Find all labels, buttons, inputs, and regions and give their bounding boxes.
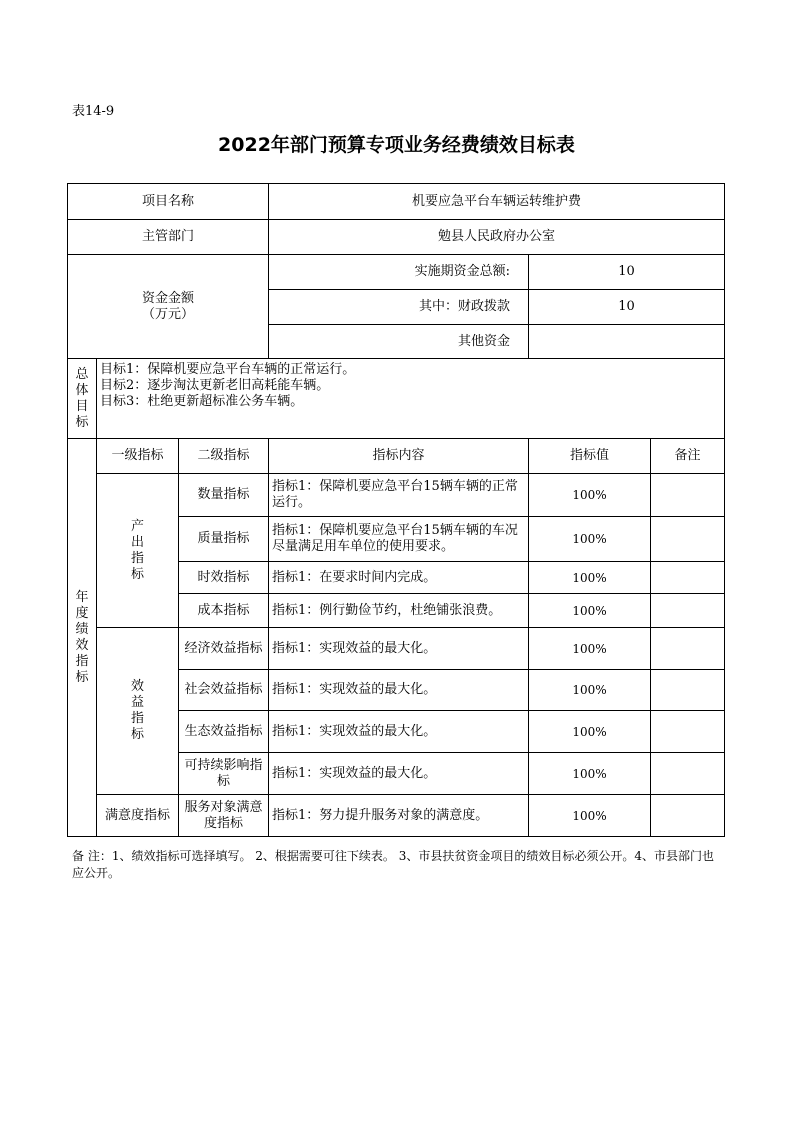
value-cell: 100% [529,795,651,837]
performance-table [67,183,725,837]
table-row [68,628,725,670]
remark-cell [651,628,725,670]
page-title: 2022年部门预算专项业务经费绩效目标表 [218,134,575,156]
project-name-row [68,184,725,220]
header-row [68,439,725,474]
content-cell: 指标1：保障机要应急平台15辆车辆的车况尽量满足用车单位的使用要求。 [269,517,529,562]
overall-goal-content [97,359,725,439]
header-level2: 二级指标 [179,439,269,474]
level2-cell: 服务对象满意度指标 [179,795,269,837]
department-label: 主管部门 [68,220,269,255]
remark-cell [651,795,725,837]
overall-goal-label: 总 体 目 标 [68,359,97,439]
output-indicators-label: 产 出 指 标 [97,474,179,628]
content-cell: 指标1：努力提升服务对象的满意度。 [269,795,529,837]
other-funds-label: 其他资金 [269,325,529,359]
remark-cell [651,474,725,517]
level2-cell: 社会效益指标 [179,670,269,711]
content-cell: 指标1：实现效益的最大化。 [269,670,529,711]
remark-cell [651,562,725,594]
header-level1: 一级指标 [97,439,179,474]
goal-item: 目标2：逐步淘汰更新老旧高耗能车辆。 [100,378,330,393]
content-cell: 指标1：实现效益的最大化。 [269,753,529,795]
level2-cell: 生态效益指标 [179,711,269,753]
content-cell: 指标1：在要求时间内完成。 [269,562,529,594]
content-cell: 指标1：例行勤俭节约，杜绝铺张浪费。 [269,594,529,628]
value-cell: 100% [529,517,651,562]
level2-cell: 成本指标 [179,594,269,628]
table-row [68,795,725,837]
goal-item: 目标1：保障机要应急平台车辆的正常运行。 [100,362,356,377]
funds-label: 资金金额 （万元） [68,255,269,359]
content-cell: 指标1：实现效益的最大化。 [269,711,529,753]
fiscal-funds-value: 10 [529,290,725,325]
project-name-value: 机要应急平台车辆运转维护费 [269,184,725,220]
remark-cell [651,594,725,628]
project-name-label: 项目名称 [68,184,269,220]
remark-cell [651,753,725,795]
table-code: 表14-9 [72,104,115,119]
value-cell: 100% [529,628,651,670]
level2-cell: 时效指标 [179,562,269,594]
value-cell: 100% [529,711,651,753]
total-funds-row [68,255,725,290]
remark-cell [651,711,725,753]
value-cell: 100% [529,562,651,594]
content-cell: 指标1：实现效益的最大化。 [269,628,529,670]
level2-cell: 质量指标 [179,517,269,562]
department-row [68,220,725,255]
other-funds-value [529,325,725,359]
performance-table-frame [67,183,724,843]
total-funds-label: 实施期资金总额: [269,255,529,290]
content-cell: 指标1：保障机要应急平台15辆车辆的正常运行。 [269,474,529,517]
fiscal-funds-label: 其中：财政拨款 [269,290,529,325]
level2-cell: 可持续影响指标 [179,753,269,795]
level2-cell: 经济效益指标 [179,628,269,670]
header-content: 指标内容 [269,439,529,474]
benefit-indicators-label: 效 益 指 标 [97,628,179,795]
value-cell: 100% [529,474,651,517]
level2-cell: 数量指标 [179,474,269,517]
annual-indicators-label: 年 度 绩 效 指 标 [68,439,97,837]
total-funds-value: 10 [529,255,725,290]
remark-cell [651,670,725,711]
header-value: 指标值 [529,439,651,474]
footnote: 备 注：1、绩效指标可选择填写。 2、根据需要可往下续表。 3、市县扶贫资金项目的绩效目标必须公开。4、市县部门也应公开。 [72,849,714,880]
header-remark: 备注 [651,439,725,474]
goal-item: 目标3：杜绝更新超标准公务车辆。 [100,394,304,409]
value-cell: 100% [529,594,651,628]
value-cell: 100% [529,670,651,711]
overall-goal-row [68,359,725,439]
table-row [68,474,725,517]
satisfaction-indicators-label: 满意度指标 [97,795,179,837]
value-cell: 100% [529,753,651,795]
remark-cell [651,517,725,562]
department-value: 勉县人民政府办公室 [269,220,725,255]
